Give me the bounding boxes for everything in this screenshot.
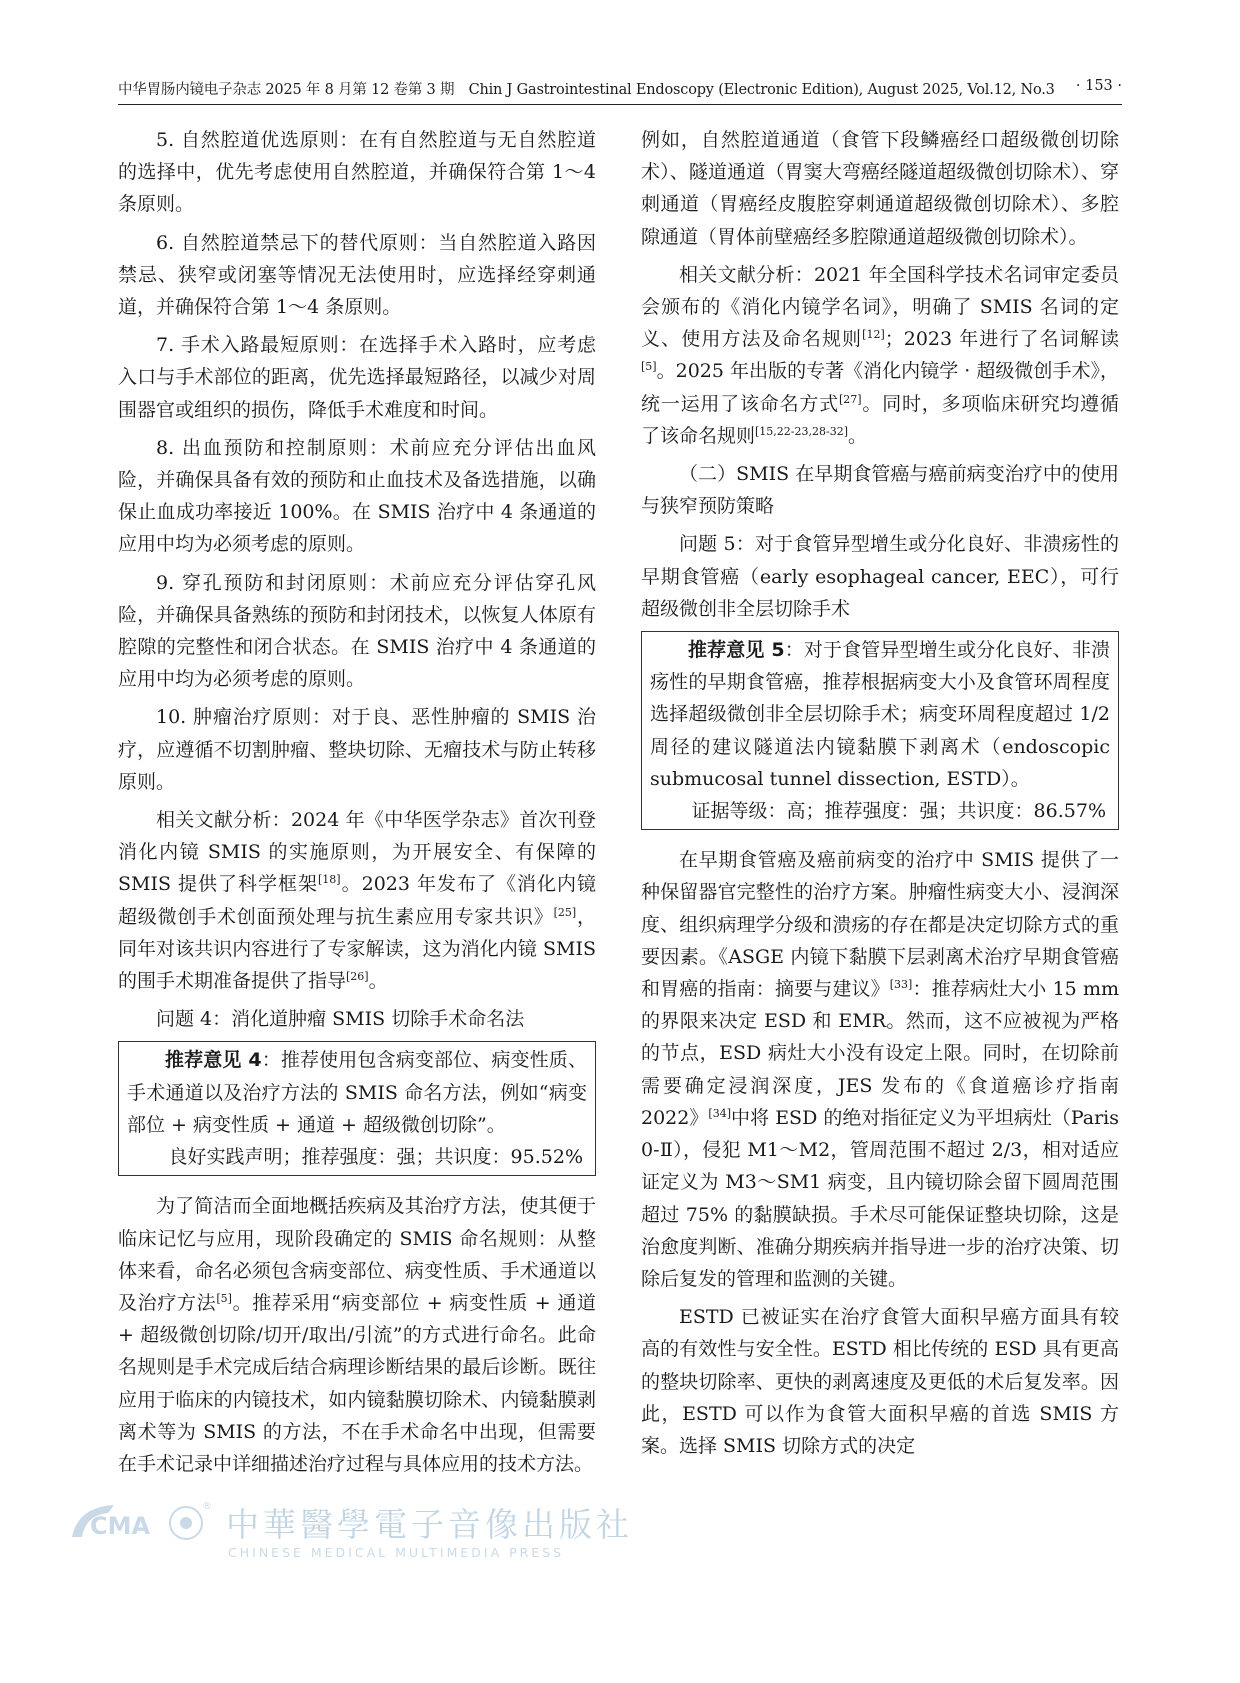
citation-ref: [26]: [346, 970, 369, 984]
text-run: ；2023 年进行了名词解读: [884, 328, 1119, 351]
recommendation-4-box: [118, 1041, 596, 1176]
section-heading: （二）SMIS 在早期食管癌与癌前病变治疗中的使用与狭窄预防策略: [641, 463, 1119, 518]
text-run: 。: [848, 424, 868, 447]
text-run: 相关文献分析：2021 年全国科学技术名词审定委员会颁布的《消化内镜学名词》，明确了 SMIS 名词的定义、使用方法及命名规则: [641, 263, 1119, 351]
principle-10: 10. 肿瘤治疗原则：对于良、恶性肿瘤的 SMIS 治疗，应遵循不切割肿瘤、整块切除、无瘤技术与防止转移原则。: [118, 706, 596, 793]
text-run: 。2025 年出版的专著《消化内镜学 · 超级微创手术》，统一运用了该命名方式: [641, 360, 1119, 415]
registered-mark: ®: [202, 1501, 212, 1512]
question-5-heading: 问题 5：对于食管异型增生或分化良好、非溃疡性的早期食管癌（early esophageal cancer, EEC），可行超级微创非全层切除手术: [641, 533, 1119, 620]
cma-logo-icon: [68, 1499, 216, 1543]
text-run: 相关文献分析：2024 年《中华医学杂志》首次刊登消化内镜 SMIS 的实施原则，为开展安全、有保障的 SMIS 提供了科学框架: [118, 809, 596, 896]
citation-ref: [18]: [318, 873, 341, 887]
estd-paragraph: ESTD 已被证实在治疗食管大面积早癌方面具有较高的有效性与安全性。ESTD 相比传统的 ESD 具有更高的整块切除率、更快的剥离速度及更低的术后复发率。因此，ESTD 可以作为食管大面积早癌的首选 SMIS 方案。选择 SMIS 切除方式的决定: [641, 1306, 1119, 1457]
naming-rules-paragraph: [118, 1190, 596, 1480]
publisher-name-cn: 中華醫學電子音像出版社: [226, 1505, 633, 1544]
recommendation-5-grade: 证据等级：高；推荐强度：强；共识度：86.57%: [691, 800, 1106, 823]
left-column: [118, 124, 596, 1486]
text-run: 。推荐采用“病变部位 + 病变性质 + 通道 + 超级微创切除/切开/取出/引流”的方式进行命名。此命名规则是手术完成后结合病理诊断结果的最后诊断。既往应用于临床的内镜技术，如内镜黏膜切除术、内镜黏膜剥离术等为 SMIS 的方法，不在手术命名中出现，但需要在手术记录中详细描述治疗过程与具体应用的技术方法。: [118, 1291, 596, 1475]
recommendation-4-grade: 良好实践声明；推荐强度：强；共识度：95.52%: [168, 1146, 583, 1169]
page-number: · 153 ·: [1075, 78, 1122, 94]
text-run: ：对于食管异型增生或分化良好、非溃疡性的早期食管癌，推荐根据病变大小及食管环周程度选择超级微创非全层切除手术；病变环周程度超过 1/2 周径的建议隧道法内镜黏膜下剥离术（endoscopic submucosal tunnel dissection, ESTD）。: [650, 639, 1110, 790]
principle-5: 5. 自然腔道优选原则：在有自然腔道与无自然腔道的选择中，优先考虑使用自然腔道，并确保符合第 1～4 条原则。: [118, 129, 596, 216]
text-run: ：推荐病灶大小 15 mm 的界限来决定 ESD 和 EMR。然而，这不应被视为严格的节点，ESD 病灶大小没有设定上限。同时，在切除前需要确定浸润深度，JES 发布的《食道癌诊疗指南 2022》: [641, 978, 1119, 1129]
citation-ref: [5]: [216, 1291, 232, 1305]
citation-ref: [12]: [862, 328, 885, 342]
citation-ref: [5]: [641, 360, 657, 374]
journal-citation: 中华胃肠内镜电子杂志 2025 年 8 月第 12 卷第 3 期 Chin J Gastrointestinal Endoscopy (Electronic Edition), August 2025, Vol.12, No.3: [118, 82, 1055, 98]
channel-examples: 例如，自然腔道通道（食管下段鳞癌经口超级微创切除术）、隧道通道（胃窦大弯癌经隧道超级微创切除术）、穿刺通道（胃癌经皮腹腔穿刺通道超级微创切除术）、多腔隙通道（胃体前壁癌经多腔隙通道超级微创切除术）。: [641, 129, 1119, 248]
citation-ref: [33]: [889, 978, 913, 992]
publisher-watermark: [68, 1493, 633, 1573]
citation-ref: [25]: [553, 905, 577, 919]
text-run: 为了简洁而全面地概括疾病及其治疗方法，使其便于临床记忆与应用，现阶段确定的 SMIS 命名规则：从整体来看，命名必须包含病变部位、病变性质、手术通道以及治疗方法: [118, 1195, 596, 1314]
text-run: 中将 ESD 的绝对指征定义为平坦病灶（Paris 0-Ⅱ），侵犯 M1～M2，管周范围不超过 2/3，相对适应证定义为 M3～SM1 病变，且内镜切除会留下圆周范围超过 75% 的黏膜缺损。手术尽可能保证整块切除，这是治愈度判断、准确分期疾病并指导进一步的治疗决策、切除后复发的管理和监测的关键。: [641, 1106, 1119, 1290]
right-column: [641, 124, 1119, 1468]
principle-6: 6. 自然腔道禁忌下的替代原则：当自然腔道入路因禁忌、狭窄或闭塞等情况无法使用时，应选择经穿刺通道，并确保符合第 1～4 条原则。: [118, 231, 596, 319]
publisher-name-en: CHINESE MEDICAL MULTIMEDIA PRESS: [228, 1545, 565, 1560]
text-run: ：推荐使用包含病变部位、病变性质、手术通道以及治疗方法的 SMIS 命名方法，例如“病变部位 + 病变性质 + 通道 + 超级微创切除”。: [127, 1049, 587, 1136]
question-4-heading: 问题 4：消化道肿瘤 SMIS 切除手术命名法: [156, 1008, 525, 1031]
text-run: ，同年对该共识内容进行了专家解读，这为消化内镜 SMIS 的围手术期准备提供了指导: [118, 905, 596, 993]
citation-ref: [34]: [708, 1106, 732, 1120]
principle-7: 7. 手术入路最短原则：在选择手术入路时，应考虑入口与手术部位的距离，优先选择最短路径，以减少对周围器官或组织的损伤，降低手术难度和时间。: [118, 334, 596, 421]
running-header: [118, 74, 1122, 105]
text-run: 。: [368, 970, 388, 993]
recommendation-4-label: 推荐意见 4: [165, 1049, 262, 1072]
principle-9: 9. 穿孔预防和封闭原则：术前应充分评估穿孔风险，并确保具备熟练的预防和封闭技术，以恢复人体原有腔隙的完整性和闭合状态。在 SMIS 治疗中 4 条通道的应用中均为必须考虑的原则。: [118, 571, 596, 691]
principle-8: 8. 出血预防和控制原则：术前应充分评估出血风险，并确保具备有效的预防和止血技术及备选措施，以确保止血成功率接近 100%。在 SMIS 治疗中 4 条通道的应用中均为必须考虑的原则。: [118, 436, 596, 556]
recommendation-5-box: [641, 631, 1119, 830]
text-run: 。同时，多项临床研究均遵循了该命名规则: [641, 392, 1119, 447]
recommendation-5-label: 推荐意见 5: [688, 639, 785, 662]
recommendation-4-text: [127, 1044, 587, 1141]
literature-analysis-paragraph-2: [641, 259, 1119, 452]
citation-ref: [27]: [839, 392, 862, 406]
text-run: 在早期食管癌及癌前病变的治疗中 SMIS 提供了一种保留器官完整性的治疗方案。肿瘤性病变大小、浸润深度、组织病理学分级和溃疡的存在都是决定切除方式的重要因素。《ASGE 内镜下黏膜下层剥离术治疗早期食管癌和胃癌的指南：摘要与建议》: [641, 849, 1119, 1001]
recommendation-5-text: [650, 634, 1110, 795]
literature-analysis-paragraph: [118, 804, 596, 997]
citation-ref: [15,22-23,28-32]: [755, 424, 849, 438]
text-run: 。2023 年发布了《消化内镜超级微创手术创面预处理与抗生素应用专家共识》: [118, 873, 596, 928]
eec-treatment-paragraph: [641, 844, 1119, 1295]
cma-logo-text: CMA: [90, 1512, 151, 1540]
